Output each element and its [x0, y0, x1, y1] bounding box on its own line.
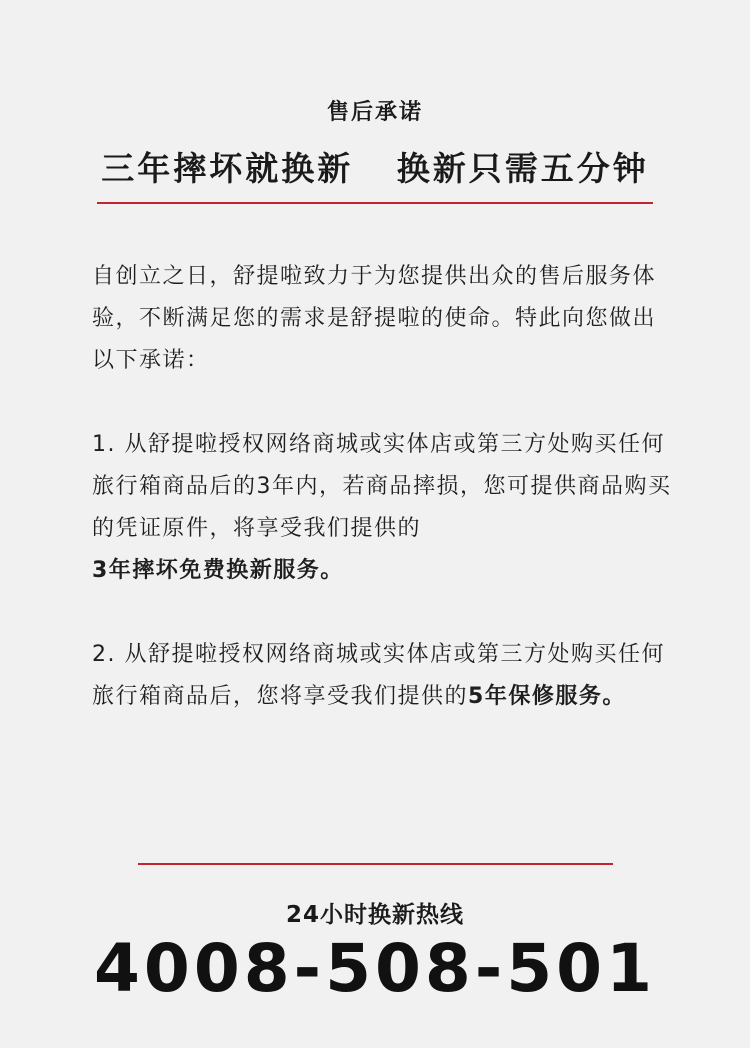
- promise-1-text: 1. 从舒提啦授权网络商城或实体店或第三方处购买任何旅行箱商品后的3年内，若商品摔损，您可提供商品购买的凭证原件，将享受我们提供的: [92, 432, 672, 541]
- page-title: 三年摔坏就换新 换新只需五分钟: [101, 149, 649, 188]
- promise-1-paragraph: [92, 424, 672, 592]
- page-subtitle: 售后承诺: [326, 100, 423, 125]
- hotline-number[interactable]: 4008-508-501: [93, 930, 656, 1007]
- promise-2-paragraph: [92, 634, 672, 718]
- intro-paragraph: [92, 256, 672, 382]
- intro-text: 自创立之日，舒提啦致力于为您提供出众的售后服务体验，不断满足您的需求是舒提啦的使命。特此向您做出以下承诺：: [92, 264, 657, 373]
- promise-2-highlight: 5年保修服务。: [468, 684, 626, 709]
- promise-2-text: 2. 从舒提啦授权网络商城或实体店或第三方处购买任何旅行箱商品后，您将享受我们提供的: [92, 642, 665, 709]
- top-divider: [97, 202, 653, 204]
- hotline-label: 24小时换新热线: [285, 902, 464, 928]
- bottom-divider: [138, 863, 613, 865]
- promise-1-highlight: 3年摔坏免费换新服务。: [92, 558, 344, 583]
